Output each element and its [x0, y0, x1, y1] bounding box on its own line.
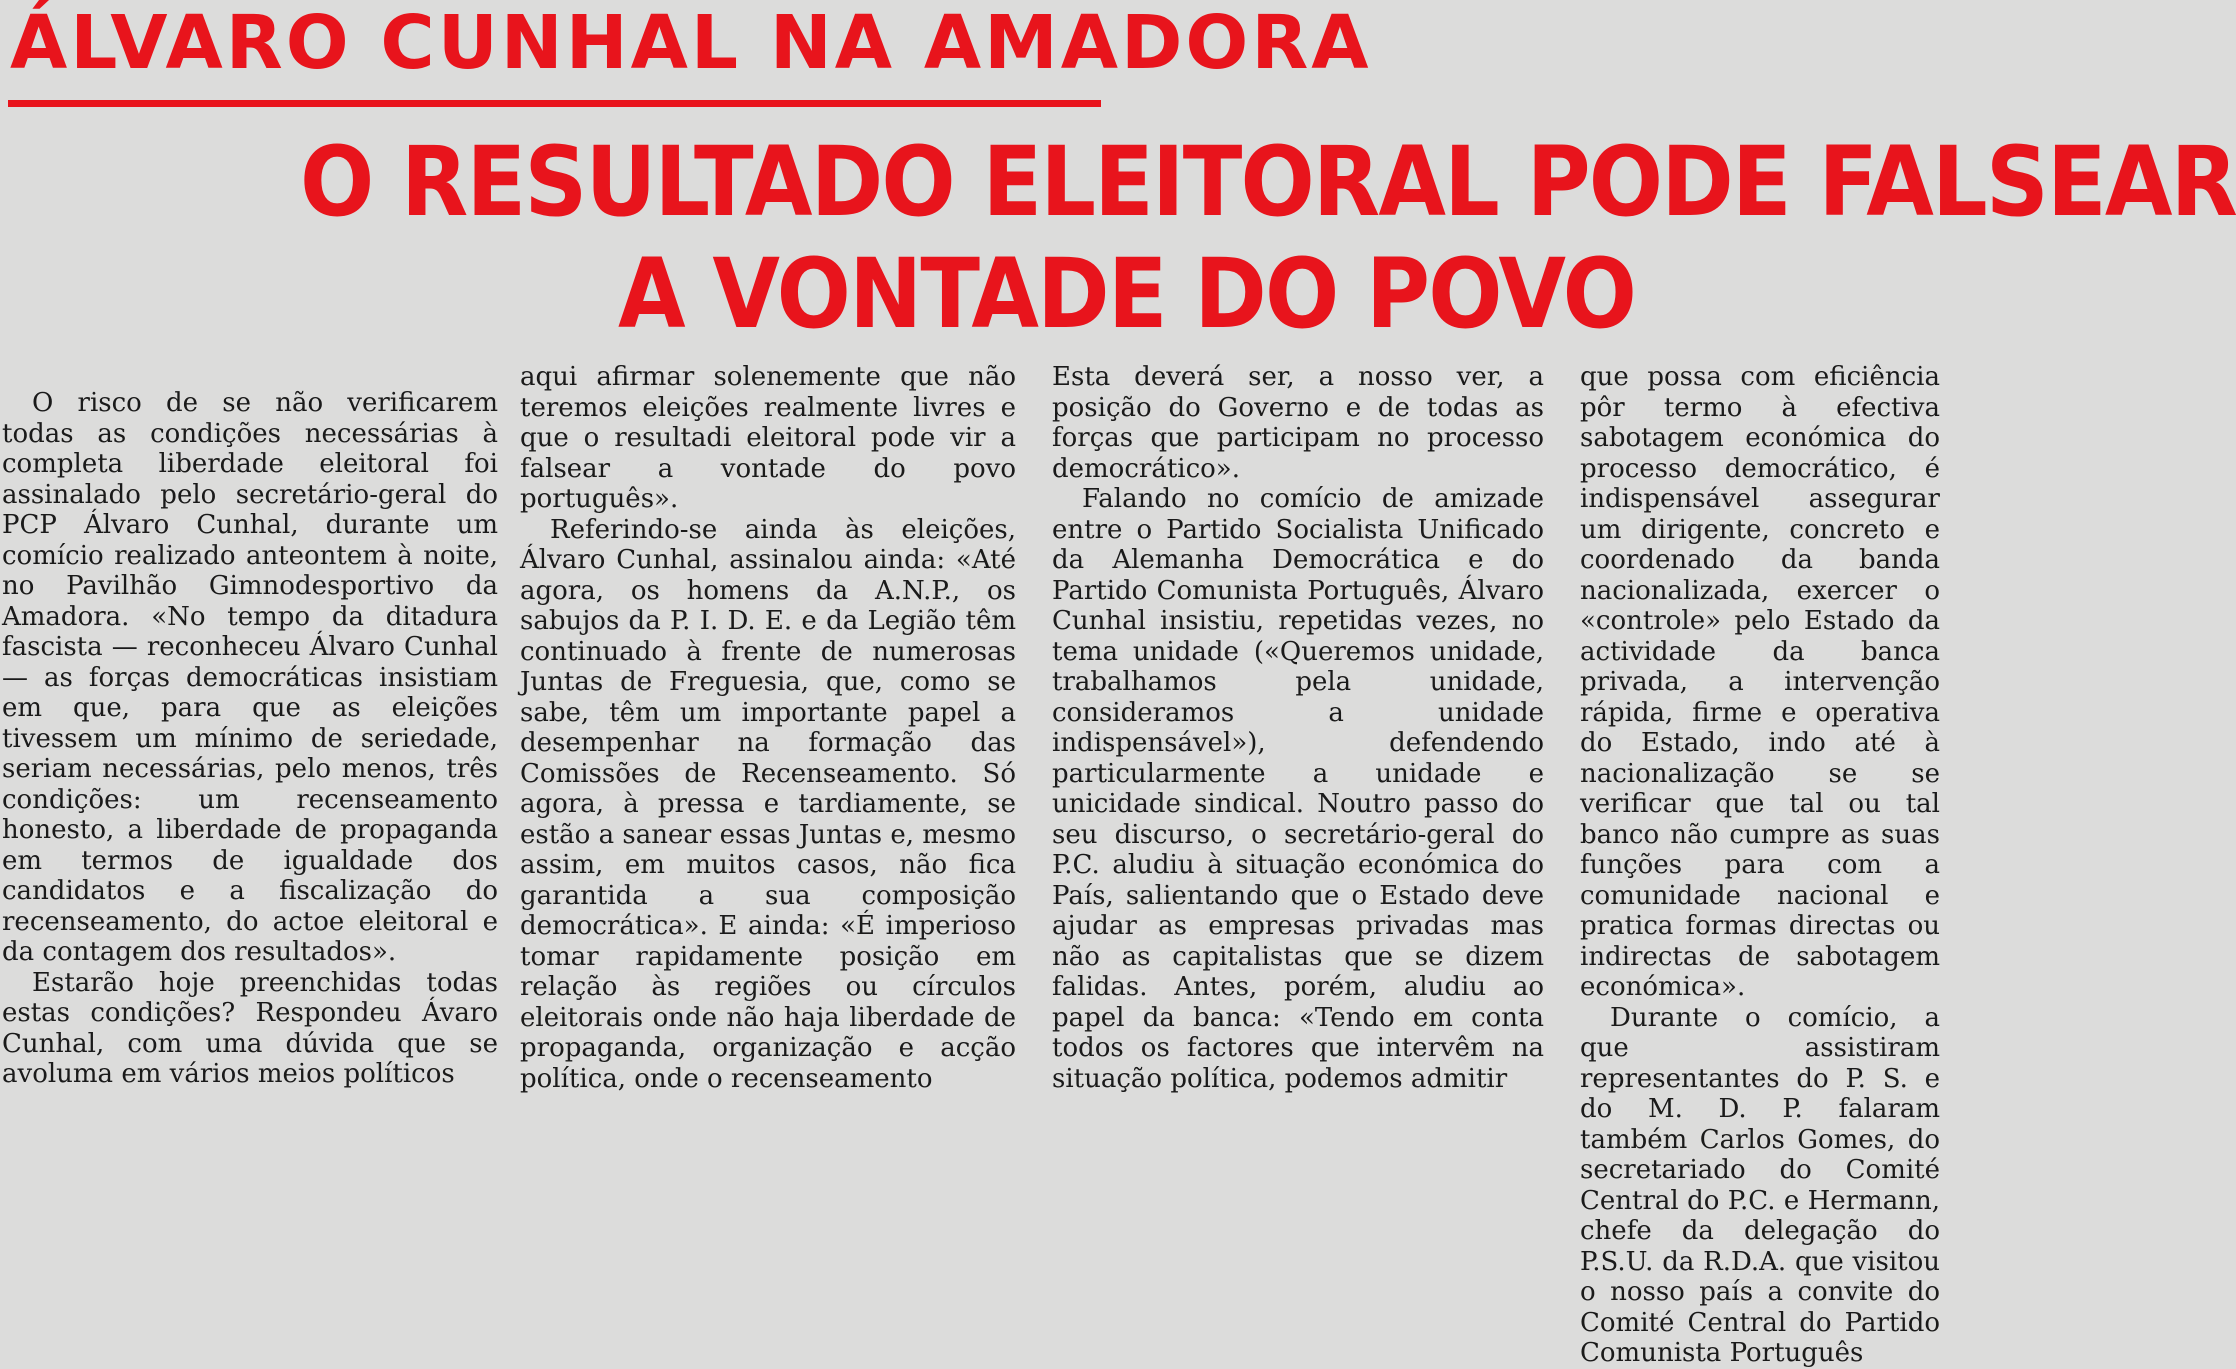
- article-paragraph: Referindo-se ainda às eleições, Álvaro Cunhal, assinalou ainda: «Até agora, os homens da A.N.P., os sabujos da P. I. D. E. e da Legião têm continuado à frente de numerosas Juntas de Freguesia, que, como se sabe, têm um importante papel a desempenhar na formação das Comissões de Recenseamento. Só agora, à pressa e tardiamente, se estão a sanear essas Juntas e, mesmo assim, em muitos casos, não fica garantida a sua composição democrática». E ainda: «É imperioso tomar rapidamente posição em relação às regiões ou círculos eleitorais onde não haja liberdade de propaganda, organização e acção política, onde o recenseamento: [520, 514, 1016, 1094]
- article-column-1: [2, 362, 498, 1089]
- kicker-underline: [8, 100, 1101, 107]
- article-body: [0, 362, 1940, 1368]
- article-paragraph: aqui afirmar solenemente que não teremos eleições realmente livres e que o resultadi eleitoral pode vir a falsear a vontade do povo português».: [520, 362, 1016, 514]
- article-paragraph: Falando no comício de amizade entre o Partido Socialista Unificado da Alemanha Democrática e do Partido Comunista Português, Álvaro Cunhal insistiu, repetidas vezes, no tema unidade («Queremos unidade, trabalhamos pela unidade, consideramos a unidade indispensável»), defendendo particularmente a unidade e unicidade sindical. Noutro passo do seu discurso, o secretário-geral do P.C. aludiu à situação económica do País, salientando que o Estado deve ajudar as empresas privadas mas não as capitalistas que se dizem falidas. Antes, porém, aludiu ao papel da banca: «Tendo em conta todos os factores que intervêm na situação política, podemos admitir: [1052, 484, 1544, 1094]
- article-paragraph: Durante o comício, a que assistiram representantes do P. S. e do M. D. P. falaram também Carlos Gomes, do secretariado do Comité Central do P.C. e Hermann, chefe da delegação do P.S.U. da R.D.A. que visitou o nosso país a convite do Comité Central do Partido Comunista Português: [1580, 1002, 1940, 1368]
- kicker-headline: ÁLVARO CUNHAL NA AMADORA: [10, 0, 1372, 86]
- headline-line-2: A VONTADE DO POVO: [618, 238, 1636, 350]
- article-column-3: [1052, 362, 1544, 1094]
- article-paragraph: O risco de se não verificarem todas as condições necessárias à completa liberdade eleitoral foi assinalado pelo secretário-geral do PCP Álvaro Cunhal, durante um comício realizado anteontem à noite, no Pavilhão Gimnodesportivo da Amadora. «No tempo da ditadura fascista — reconheceu Álvaro Cunhal — as forças democráticas insistiam em que, para que as eleições tivessem um mínimo de seriedade, seriam necessárias, pelo menos, três condições: um recenseamento honesto, a liberdade de propaganda em termos de igualdade dos candidatos e a fiscalização do recenseamento, do actoe eleitoral e da contagem dos resultados».: [2, 388, 498, 967]
- article-paragraph: Esta deverá ser, a nosso ver, a posição do Governo e de todas as forças que participam no processo democrático».: [1052, 362, 1544, 484]
- article-column-2: [520, 362, 1016, 1094]
- headline-line-1: O RESULTADO ELEITORAL PODE FALSEAR: [300, 126, 2236, 238]
- article-paragraph: Estarão hoje preenchidas todas estas condições? Respondeu Ávaro Cunhal, com uma dúvida que se avoluma em vários meios políticos: [2, 967, 498, 1089]
- article-paragraph: que possa com eficiência pôr termo à efectiva sabotagem económica do processo democrático, é indispensável assegurar um dirigente, concreto e coordenado da banda nacionalizada, exercer o «controle» pelo Estado da actividade da banca privada, a intervenção rápida, firme e operativa do Estado, indo até à nacionalização se se verificar que tal ou tal banco não cumpre as suas funções para com a comunidade nacional e pratica formas directas ou indirectas de sabotagem económica».: [1580, 362, 1940, 1002]
- article-column-4: [1580, 362, 1940, 1368]
